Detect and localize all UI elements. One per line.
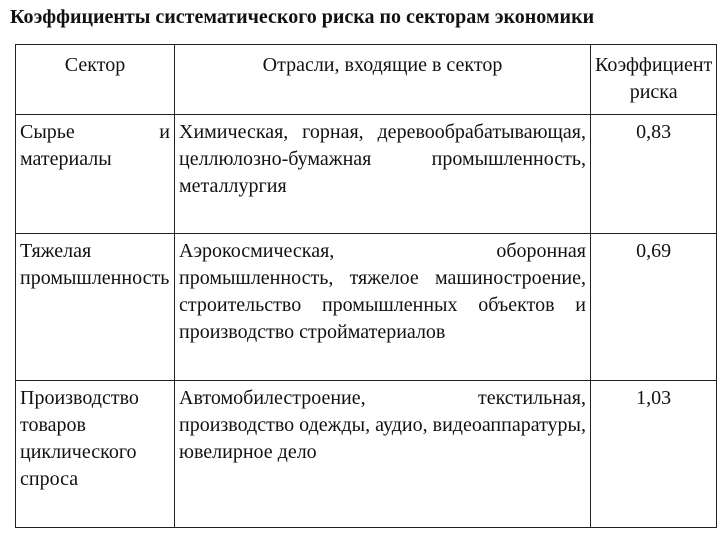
table-row xyxy=(16,234,717,381)
industries-cell: Автомобилестроение, текстильная, производство одежды, аудио, видеоаппаратуры, ювелирное дело xyxy=(175,381,591,528)
risk-coefficients-table xyxy=(15,44,717,528)
risk-coefficient-cell: 0,83 xyxy=(591,115,717,234)
industries-cell: Химическая, горная, деревообрабатывающая, целлюлозно-бумажная промышленность, металлургия xyxy=(175,115,591,234)
page-title: Коэффициенты систематического риска по секторам экономики xyxy=(10,6,595,28)
table-row xyxy=(16,115,717,234)
risk-coefficient-cell: 1,03 xyxy=(591,381,717,528)
industries-cell: Аэрокосмическая, оборонная промышленность, тяжелое машиностроение, строительство промышленных объектов и производство стройматериалов xyxy=(175,234,591,381)
sector-cell: Производство товаров циклического спроса xyxy=(16,381,175,528)
header-sector: Сектор xyxy=(16,45,175,115)
sector-cell: Сырье и материалы xyxy=(16,115,175,234)
risk-coefficient-cell: 0,69 xyxy=(591,234,717,381)
header-industries: Отрасли, входящие в сектор xyxy=(175,45,591,115)
table-row xyxy=(16,381,717,528)
table-header-row xyxy=(16,45,717,115)
header-risk-coefficient: Коэффициент риска xyxy=(591,45,717,115)
sector-cell: Тяжелая промышленность xyxy=(16,234,175,381)
